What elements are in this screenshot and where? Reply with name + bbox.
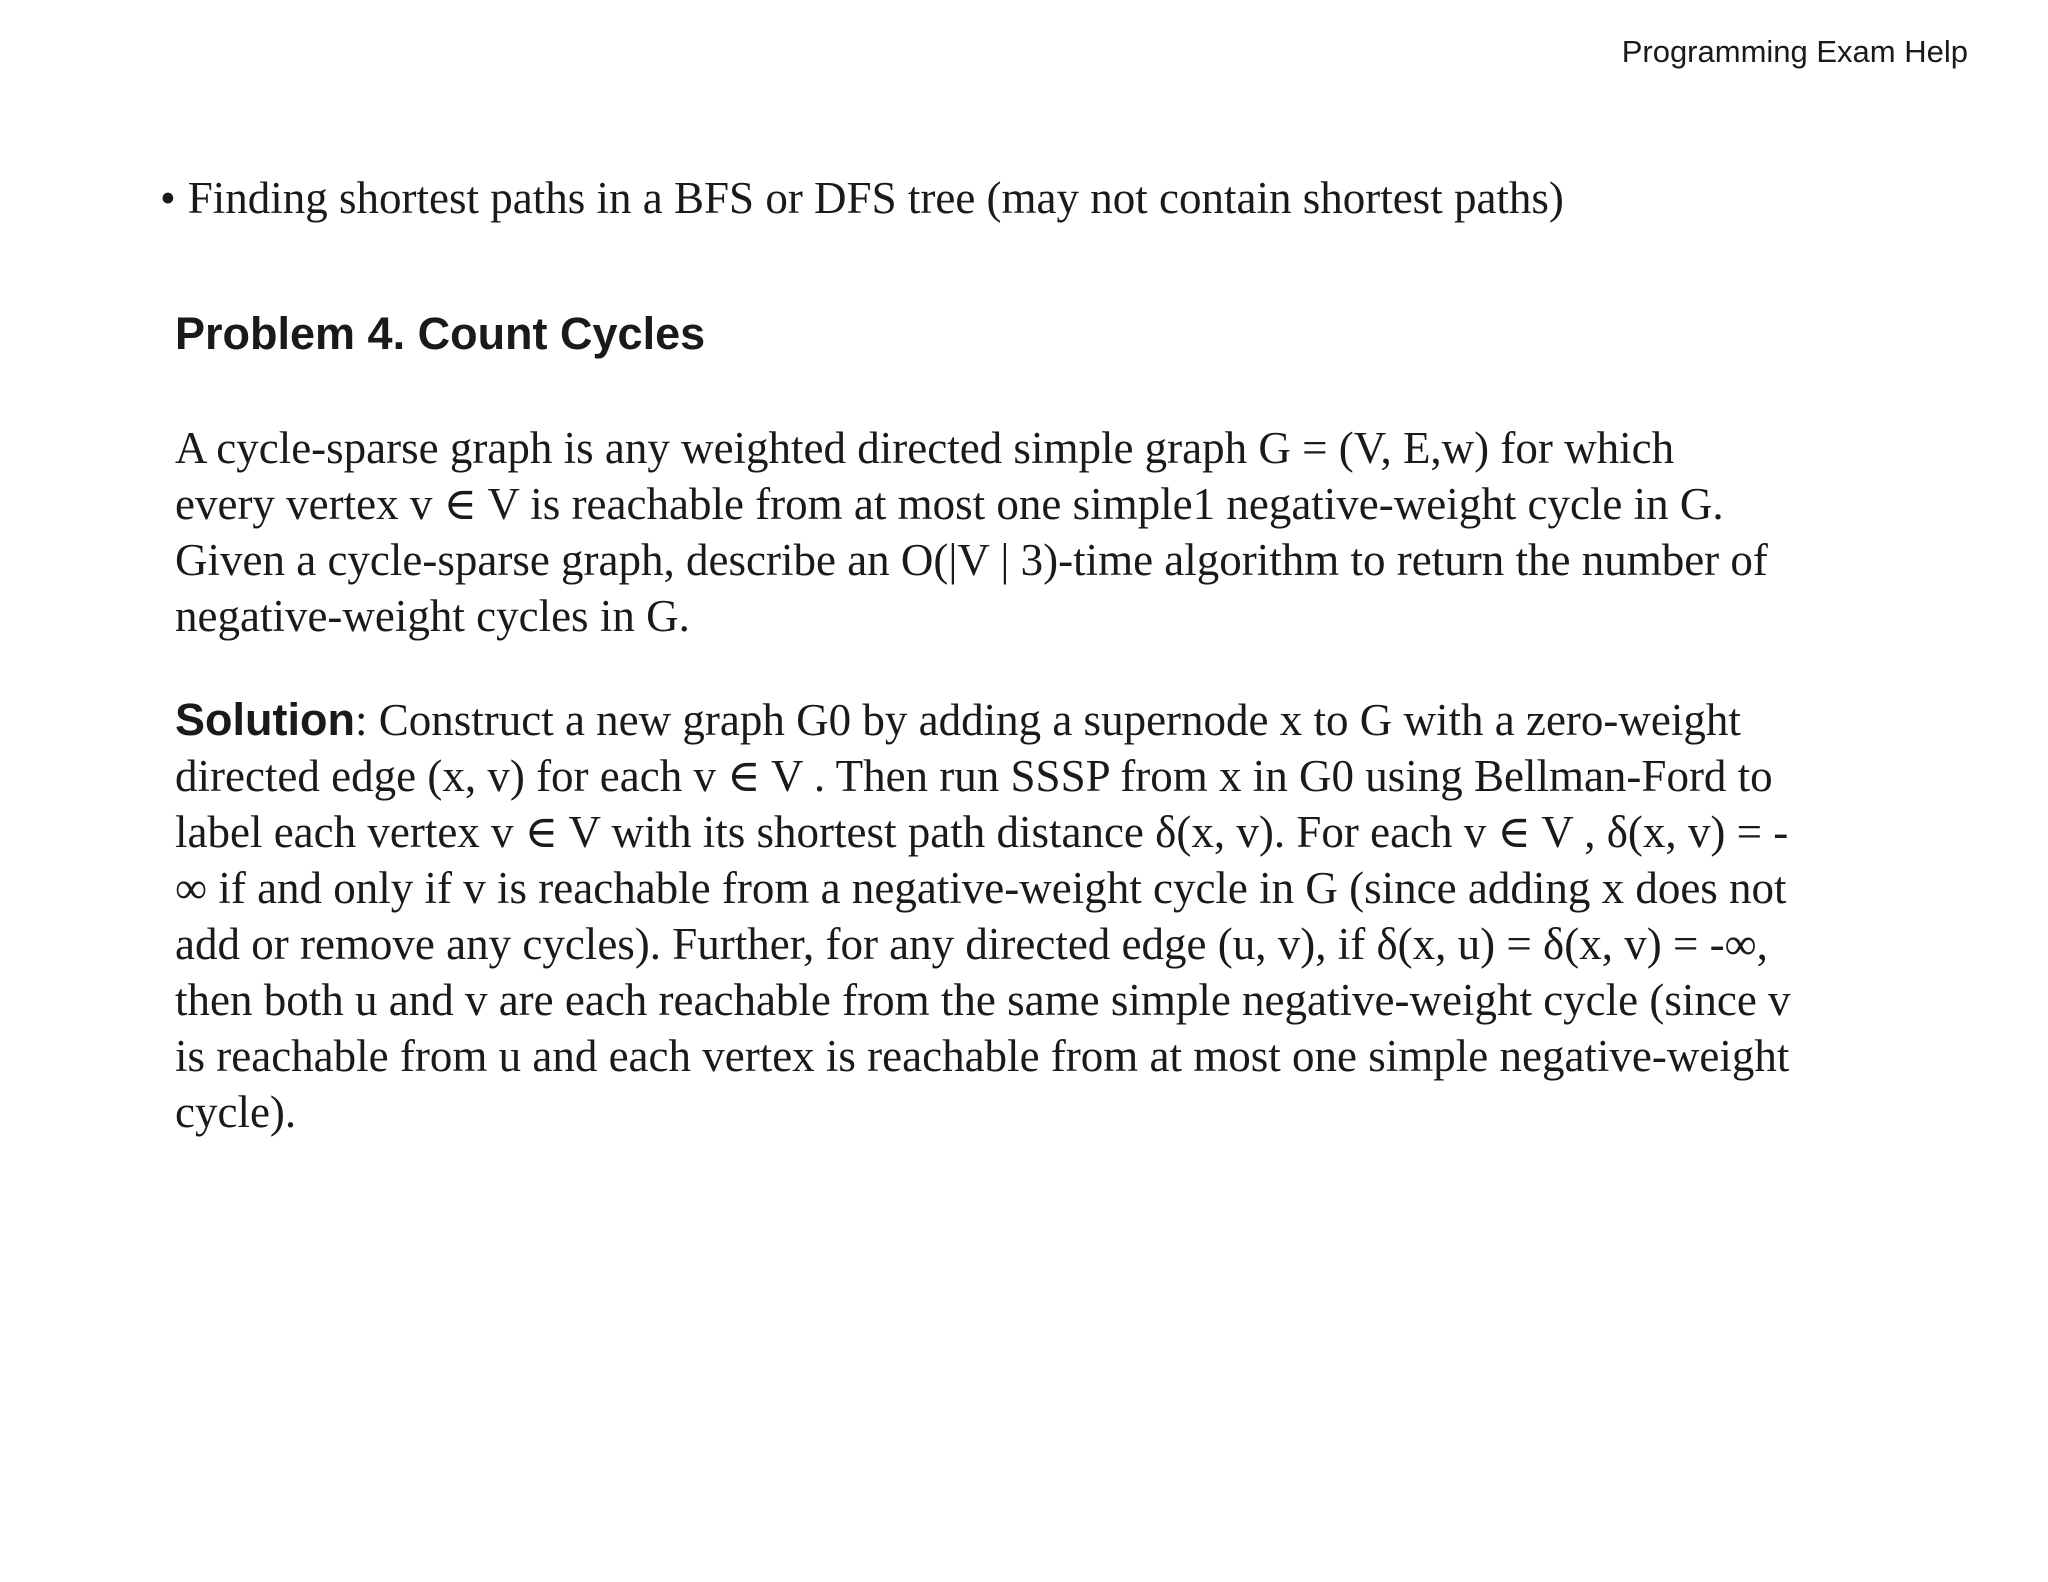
solution-first-line [175, 692, 1791, 748]
bullet-icon: • [160, 173, 176, 223]
bullet-item [160, 170, 1564, 226]
solution-line: add or remove any cycles). Further, for any directed edge (u, v), if δ(x, u) = δ(x, v) = -∞, [175, 919, 1768, 969]
problem-line: Given a cycle-sparse graph, describe an O(|V | 3)-time algorithm to return the number of [175, 535, 1768, 585]
solution-line: directed edge (x, v) for each v ∈ V . Then run SSSP from x in G0 using Bellman-Ford to [175, 751, 1773, 801]
solution-line: then both u and v are each reachable from the same simple negative-weight cycle (since v [175, 975, 1791, 1025]
solution-line: cycle). [175, 1087, 297, 1137]
problem-line: A cycle-sparse graph is any weighted directed simple graph G = (V, E,w) for which [175, 423, 1675, 473]
bullet-text: Finding shortest paths in a BFS or DFS tree (may not contain shortest paths) [187, 173, 1564, 223]
problem-statement [175, 420, 1768, 644]
solution-label: Solution [175, 694, 355, 745]
solution-line: label each vertex v ∈ V with its shortest path distance δ(x, v). For each v ∈ V , δ(x, v) = - [175, 807, 1789, 857]
header-label: Programming Exam Help [1621, 34, 1968, 69]
problem-line: negative-weight cycles in G. [175, 591, 690, 641]
solution-line: : Construct a new graph G0 by adding a supernode x to G with a zero-weight [354, 695, 1741, 745]
problem-line: every vertex v ∈ V is reachable from at most one simple1 negative-weight cycle in G. [175, 479, 1724, 529]
solution-text [175, 692, 1791, 1140]
problem-title: Problem 4. Count Cycles [175, 308, 706, 359]
solution-line: ∞ if and only if v is reachable from a negative-weight cycle in G (since adding x does not [175, 863, 1787, 913]
solution-line: is reachable from u and each vertex is reachable from at most one simple negative-weight [175, 1031, 1790, 1081]
